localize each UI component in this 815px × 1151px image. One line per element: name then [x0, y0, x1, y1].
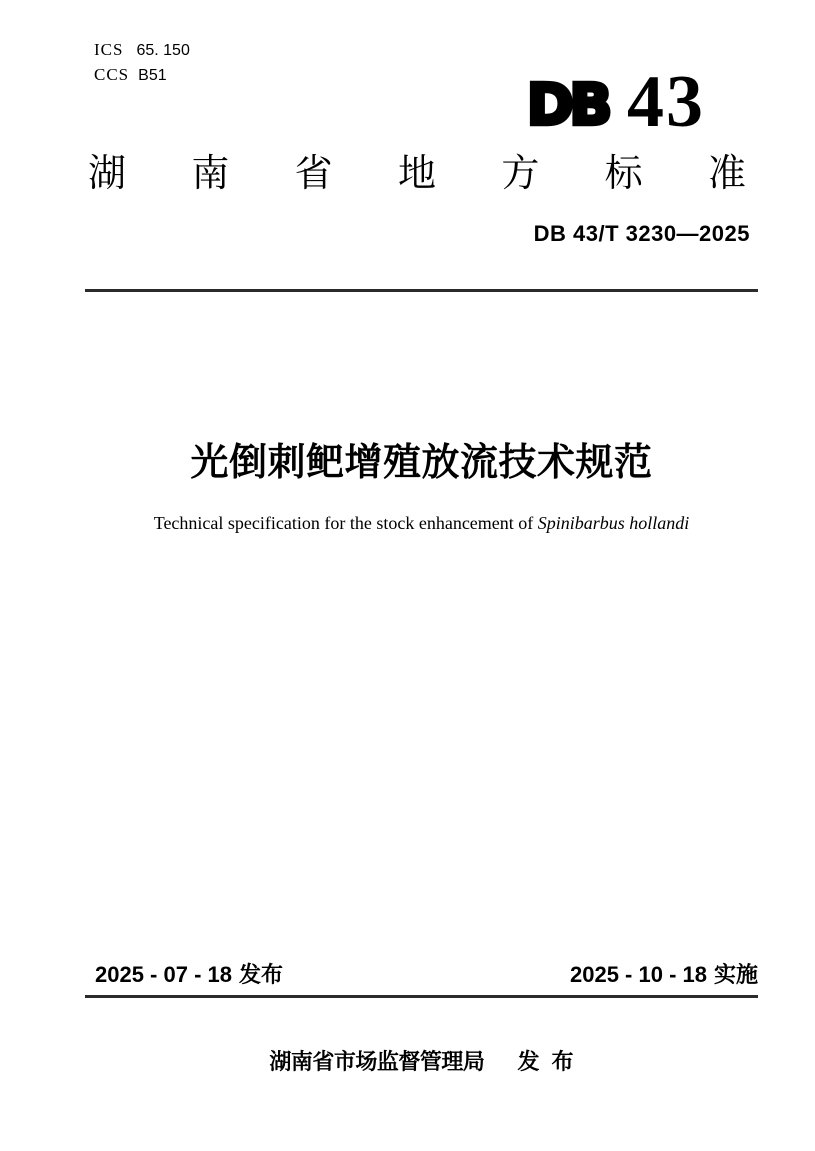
publisher-row	[85, 1048, 758, 1076]
title-english	[85, 511, 758, 535]
title-english-prefix: Technical specification for the stock enhancement of	[153, 513, 534, 533]
implement-date-item	[570, 961, 758, 989]
dates-row	[95, 961, 758, 989]
standard-type-heading: 湖南省地方标准	[88, 153, 746, 195]
title-chinese: 光倒刺鲃增殖放流技术规范	[190, 442, 653, 484]
implement-date-label: 实施	[713, 962, 758, 987]
issue-date: 2025 - 07 - 18	[95, 962, 232, 987]
db43-logo-db: DB	[527, 74, 609, 132]
ics-row	[94, 38, 190, 63]
top-rule	[85, 289, 758, 292]
title-english-species: Spinibarbus hollandi	[537, 513, 690, 533]
doc-number: DB 43/T 3230—2025	[533, 221, 750, 246]
db43-logo	[527, 74, 713, 132]
publish-label: 发 布	[517, 1049, 574, 1074]
ccs-label: CCS	[94, 65, 130, 84]
ics-label: ICS	[94, 40, 124, 59]
ccs-value: B51	[138, 67, 167, 84]
issue-date-item	[95, 961, 283, 989]
implement-date: 2025 - 10 - 18	[570, 962, 707, 987]
bottom-rule	[85, 995, 758, 998]
classification-block	[94, 38, 190, 88]
issue-date-label: 发布	[238, 962, 283, 987]
ics-value: 65. 150	[136, 42, 190, 59]
publisher-name: 湖南省市场监督管理局	[269, 1049, 485, 1074]
db43-logo-number: 43	[627, 74, 705, 132]
ccs-row	[94, 63, 190, 88]
